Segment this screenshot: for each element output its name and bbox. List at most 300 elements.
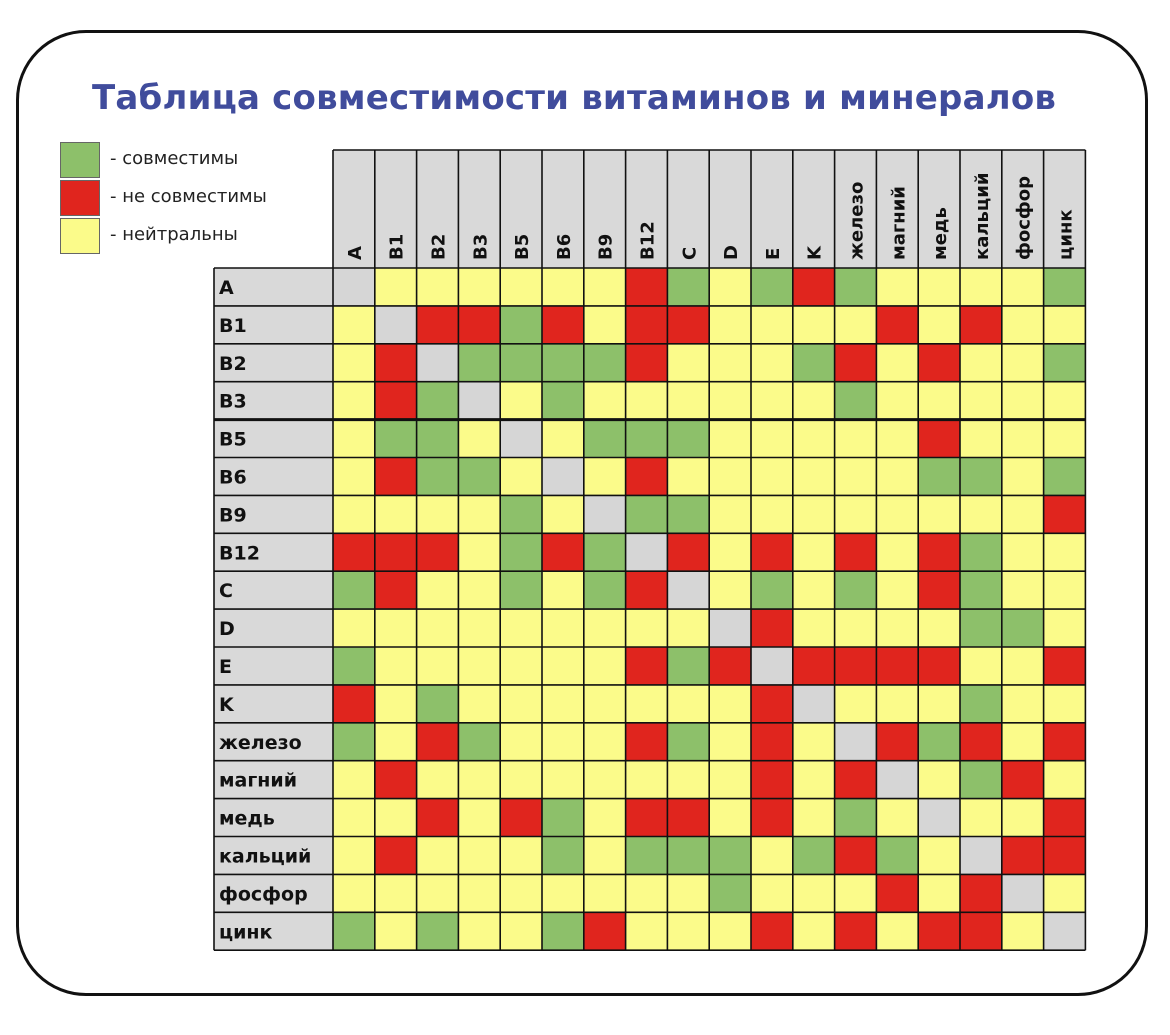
table-cell	[542, 874, 584, 912]
table-cell	[333, 495, 375, 533]
table-cell	[458, 647, 500, 685]
table-cell	[918, 647, 960, 685]
table-cell	[1002, 723, 1044, 761]
table-cell	[751, 571, 793, 609]
table-cell	[333, 723, 375, 761]
table-cell	[500, 685, 542, 723]
table-cell	[626, 799, 668, 837]
table-cell	[626, 268, 668, 306]
row-label: B1	[219, 314, 247, 337]
table-cell	[1002, 609, 1044, 647]
table-cell	[960, 685, 1002, 723]
table-cell	[1002, 647, 1044, 685]
table-cell	[500, 382, 542, 420]
table-cell	[960, 306, 1002, 344]
table-cell	[375, 799, 417, 837]
table-cell	[709, 533, 751, 571]
table-cell	[667, 420, 709, 458]
table-cell	[918, 912, 960, 950]
table-cell	[667, 609, 709, 647]
table-cell	[375, 647, 417, 685]
table-cell	[542, 799, 584, 837]
column-label: B2	[428, 233, 450, 260]
table-cell	[918, 874, 960, 912]
table-cell	[709, 761, 751, 799]
table-cell	[709, 268, 751, 306]
table-cell	[500, 571, 542, 609]
table-cell	[709, 571, 751, 609]
row-label: фосфор	[219, 883, 308, 906]
table-cell	[500, 723, 542, 761]
table-cell	[500, 344, 542, 382]
table-cell	[542, 723, 584, 761]
table-cell	[709, 458, 751, 496]
table-cell	[751, 382, 793, 420]
table-cell	[626, 533, 668, 571]
table-cell	[960, 533, 1002, 571]
table-cell	[667, 571, 709, 609]
table-cell	[835, 685, 877, 723]
column-label: B12	[637, 221, 659, 260]
table-cell	[793, 685, 835, 723]
table-cell	[1002, 685, 1044, 723]
table-cell	[667, 306, 709, 344]
table-cell	[584, 761, 626, 799]
table-cell	[793, 647, 835, 685]
table-cell	[835, 912, 877, 950]
table-cell	[793, 571, 835, 609]
table-cell	[375, 382, 417, 420]
table-cell	[584, 458, 626, 496]
table-cell	[960, 912, 1002, 950]
table-cell	[333, 458, 375, 496]
table-cell	[667, 458, 709, 496]
table-cell	[876, 495, 918, 533]
table-cell	[667, 837, 709, 875]
table-cell	[500, 874, 542, 912]
table-cell	[626, 685, 668, 723]
table-cell	[1002, 837, 1044, 875]
table-cell	[584, 382, 626, 420]
table-cell	[667, 761, 709, 799]
table-cell	[1044, 533, 1086, 571]
table-cell	[333, 344, 375, 382]
table-cell	[960, 382, 1002, 420]
table-cell	[960, 495, 1002, 533]
table-cell	[751, 495, 793, 533]
table-cell	[626, 874, 668, 912]
table-cell	[542, 571, 584, 609]
table-cell	[333, 761, 375, 799]
table-cell	[918, 382, 960, 420]
table-cell	[417, 837, 459, 875]
table-cell	[960, 609, 1002, 647]
table-cell	[500, 647, 542, 685]
table-cell	[835, 344, 877, 382]
table-cell	[876, 685, 918, 723]
table-cell	[960, 761, 1002, 799]
table-cell	[333, 647, 375, 685]
table-cell	[1044, 458, 1086, 496]
table-cell	[500, 912, 542, 950]
table-cell	[709, 685, 751, 723]
table-cell	[793, 306, 835, 344]
row-label: кальций	[219, 845, 312, 868]
table-cell	[375, 874, 417, 912]
table-cell	[417, 874, 459, 912]
table-cell	[375, 609, 417, 647]
table-cell	[333, 382, 375, 420]
table-cell	[1044, 685, 1086, 723]
table-cell	[417, 344, 459, 382]
table-cell	[417, 533, 459, 571]
table-cell	[835, 571, 877, 609]
table-cell	[333, 571, 375, 609]
table-cell	[1044, 495, 1086, 533]
table-cell	[1002, 874, 1044, 912]
table-cell	[960, 420, 1002, 458]
table-cell	[542, 685, 584, 723]
column-label: B6	[553, 233, 575, 260]
column-label: C	[679, 246, 701, 260]
table-cell	[876, 761, 918, 799]
table-cell	[584, 306, 626, 344]
table-cell	[960, 268, 1002, 306]
table-cell	[709, 382, 751, 420]
table-cell	[751, 306, 793, 344]
table-cell	[667, 382, 709, 420]
table-cell	[626, 609, 668, 647]
table-cell	[751, 420, 793, 458]
table-cell	[960, 837, 1002, 875]
table-cell	[626, 458, 668, 496]
table-cell	[793, 609, 835, 647]
table-cell	[542, 268, 584, 306]
table-cell	[417, 647, 459, 685]
table-cell	[918, 344, 960, 382]
table-cell	[667, 268, 709, 306]
table-cell	[918, 571, 960, 609]
table-cell	[458, 495, 500, 533]
table-cell	[333, 268, 375, 306]
table-cell	[458, 268, 500, 306]
table-cell	[918, 761, 960, 799]
row-label: B9	[219, 504, 247, 527]
row-label: медь	[219, 807, 275, 830]
table-cell	[375, 912, 417, 950]
table-cell	[375, 837, 417, 875]
table-cell	[458, 874, 500, 912]
table-cell	[1002, 912, 1044, 950]
table-cell	[918, 609, 960, 647]
table-cell	[751, 533, 793, 571]
table-cell	[876, 306, 918, 344]
table-cell	[751, 912, 793, 950]
table-cell	[1002, 799, 1044, 837]
table-cell	[793, 723, 835, 761]
table-cell	[835, 495, 877, 533]
table-cell	[584, 268, 626, 306]
table-cell	[960, 458, 1002, 496]
table-cell	[709, 344, 751, 382]
table-cell	[626, 723, 668, 761]
table-cell	[584, 685, 626, 723]
column-label: медь	[930, 207, 952, 260]
table-cell	[667, 344, 709, 382]
table-cell	[1044, 799, 1086, 837]
table-cell	[458, 420, 500, 458]
row-label: B12	[219, 542, 260, 565]
table-cell	[417, 495, 459, 533]
table-cell	[417, 609, 459, 647]
table-cell	[375, 344, 417, 382]
table-cell	[626, 306, 668, 344]
table-cell	[500, 495, 542, 533]
table-cell	[667, 685, 709, 723]
table-cell	[876, 723, 918, 761]
legend-label-incompatible: - не совместимы	[110, 186, 267, 207]
table-cell	[751, 344, 793, 382]
table-cell	[542, 609, 584, 647]
table-cell	[417, 723, 459, 761]
table-cell	[542, 382, 584, 420]
table-cell	[1044, 268, 1086, 306]
table-cell	[584, 344, 626, 382]
table-cell	[1002, 533, 1044, 571]
table-cell	[542, 306, 584, 344]
table-cell	[542, 495, 584, 533]
column-label: B9	[595, 233, 617, 260]
row-label: E	[219, 655, 232, 678]
table-cell	[1044, 761, 1086, 799]
table-cell	[876, 458, 918, 496]
table-cell	[793, 874, 835, 912]
table-cell	[876, 912, 918, 950]
table-cell	[876, 344, 918, 382]
table-cell	[709, 609, 751, 647]
table-cell	[709, 647, 751, 685]
legend-label-compatible: - совместимы	[110, 148, 239, 169]
table-cell	[751, 685, 793, 723]
table-cell	[333, 533, 375, 571]
table-cell	[1002, 420, 1044, 458]
table-cell	[709, 799, 751, 837]
table-cell	[960, 723, 1002, 761]
table-cell	[542, 761, 584, 799]
table-cell	[417, 761, 459, 799]
table-cell	[375, 420, 417, 458]
table-cell	[458, 723, 500, 761]
table-cell	[1002, 495, 1044, 533]
table-cell	[876, 837, 918, 875]
column-label: A	[344, 246, 366, 260]
table-cell	[751, 723, 793, 761]
table-cell	[1002, 571, 1044, 609]
table-cell	[626, 837, 668, 875]
table-cell	[667, 912, 709, 950]
table-cell	[375, 306, 417, 344]
table-cell	[751, 458, 793, 496]
table-cell	[793, 912, 835, 950]
table-cell	[333, 874, 375, 912]
table-cell	[417, 685, 459, 723]
table-cell	[1044, 420, 1086, 458]
table-cell	[876, 874, 918, 912]
table-cell	[417, 912, 459, 950]
table-cell	[375, 533, 417, 571]
row-label: B3	[219, 390, 247, 413]
table-cell	[793, 761, 835, 799]
table-cell	[584, 647, 626, 685]
chart-title: Таблица совместимости витаминов и минералов	[92, 78, 1057, 118]
table-cell	[1044, 837, 1086, 875]
table-cell	[500, 458, 542, 496]
table-cell	[458, 344, 500, 382]
table-cell	[918, 799, 960, 837]
column-label: K	[804, 246, 826, 260]
table-cell	[751, 268, 793, 306]
table-cell	[417, 799, 459, 837]
table-cell	[835, 306, 877, 344]
row-label: B6	[219, 466, 247, 489]
table-cell	[960, 874, 1002, 912]
table-cell	[751, 837, 793, 875]
legend-label-neutral: - нейтральны	[110, 224, 238, 245]
row-label: магний	[219, 769, 298, 792]
table-cell	[960, 344, 1002, 382]
row-label: железо	[219, 731, 302, 754]
table-cell	[918, 458, 960, 496]
table-cell	[458, 382, 500, 420]
table-cell	[960, 571, 1002, 609]
table-cell	[626, 495, 668, 533]
table-cell	[709, 912, 751, 950]
table-cell	[709, 837, 751, 875]
column-label: D	[721, 245, 743, 260]
table-cell	[876, 382, 918, 420]
table-cell	[333, 912, 375, 950]
table-cell	[375, 571, 417, 609]
table-cell	[835, 723, 877, 761]
table-cell	[1044, 723, 1086, 761]
table-cell	[500, 799, 542, 837]
table-cell	[500, 837, 542, 875]
table-cell	[375, 761, 417, 799]
table-cell	[876, 420, 918, 458]
table-cell	[1044, 647, 1086, 685]
table-cell	[458, 609, 500, 647]
row-label: D	[219, 618, 235, 641]
column-label: железо	[846, 181, 868, 260]
table-cell	[542, 533, 584, 571]
column-label: фосфор	[1013, 175, 1035, 260]
column-label: E	[762, 247, 784, 260]
row-label: цинк	[219, 921, 273, 944]
table-cell	[751, 647, 793, 685]
table-cell	[1044, 874, 1086, 912]
table-cell	[960, 647, 1002, 685]
table-cell	[1044, 609, 1086, 647]
table-cell	[626, 571, 668, 609]
row-label: C	[219, 580, 233, 603]
table-cell	[876, 268, 918, 306]
table-cell	[709, 306, 751, 344]
table-cell	[835, 420, 877, 458]
table-cell	[584, 420, 626, 458]
table-cell	[918, 268, 960, 306]
table-cell	[1002, 306, 1044, 344]
table-cell	[793, 533, 835, 571]
table-cell	[960, 799, 1002, 837]
table-cell	[417, 268, 459, 306]
table-cell	[918, 723, 960, 761]
table-cell	[458, 533, 500, 571]
table-cell	[918, 420, 960, 458]
table-cell	[709, 495, 751, 533]
table-cell	[626, 912, 668, 950]
table-cell	[375, 723, 417, 761]
table-cell	[500, 761, 542, 799]
table-cell	[835, 647, 877, 685]
table-cell	[876, 799, 918, 837]
table-cell	[793, 382, 835, 420]
table-cell	[458, 458, 500, 496]
table-cell	[1002, 382, 1044, 420]
table-cell	[417, 458, 459, 496]
table-cell	[835, 761, 877, 799]
table-cell	[584, 571, 626, 609]
table-cell	[1002, 344, 1044, 382]
table-cell	[417, 420, 459, 458]
table-cell	[751, 761, 793, 799]
column-label: B5	[512, 233, 534, 260]
table-cell	[835, 268, 877, 306]
column-label: B3	[470, 233, 492, 260]
table-cell	[835, 458, 877, 496]
row-label: K	[219, 693, 234, 716]
table-cell	[793, 268, 835, 306]
column-label: B1	[386, 233, 408, 260]
table-cell	[793, 799, 835, 837]
table-cell	[667, 723, 709, 761]
table-cell	[667, 799, 709, 837]
table-cell	[876, 533, 918, 571]
table-cell	[1044, 382, 1086, 420]
table-cell	[500, 420, 542, 458]
table-cell	[751, 799, 793, 837]
table-cell	[417, 571, 459, 609]
table-cell	[1002, 458, 1044, 496]
table-cell	[584, 912, 626, 950]
table-cell	[584, 799, 626, 837]
table-cell	[542, 647, 584, 685]
table-cell	[584, 837, 626, 875]
column-label: магний	[888, 186, 910, 260]
table-cell	[333, 609, 375, 647]
table-cell	[375, 458, 417, 496]
table-cell	[918, 837, 960, 875]
table-cell	[876, 571, 918, 609]
table-cell	[458, 912, 500, 950]
table-cell	[835, 874, 877, 912]
table-cell	[1044, 571, 1086, 609]
table-cell	[584, 495, 626, 533]
table-cell	[542, 420, 584, 458]
table-cell	[751, 874, 793, 912]
table-cell	[375, 685, 417, 723]
table-cell	[542, 344, 584, 382]
table-cell	[918, 685, 960, 723]
